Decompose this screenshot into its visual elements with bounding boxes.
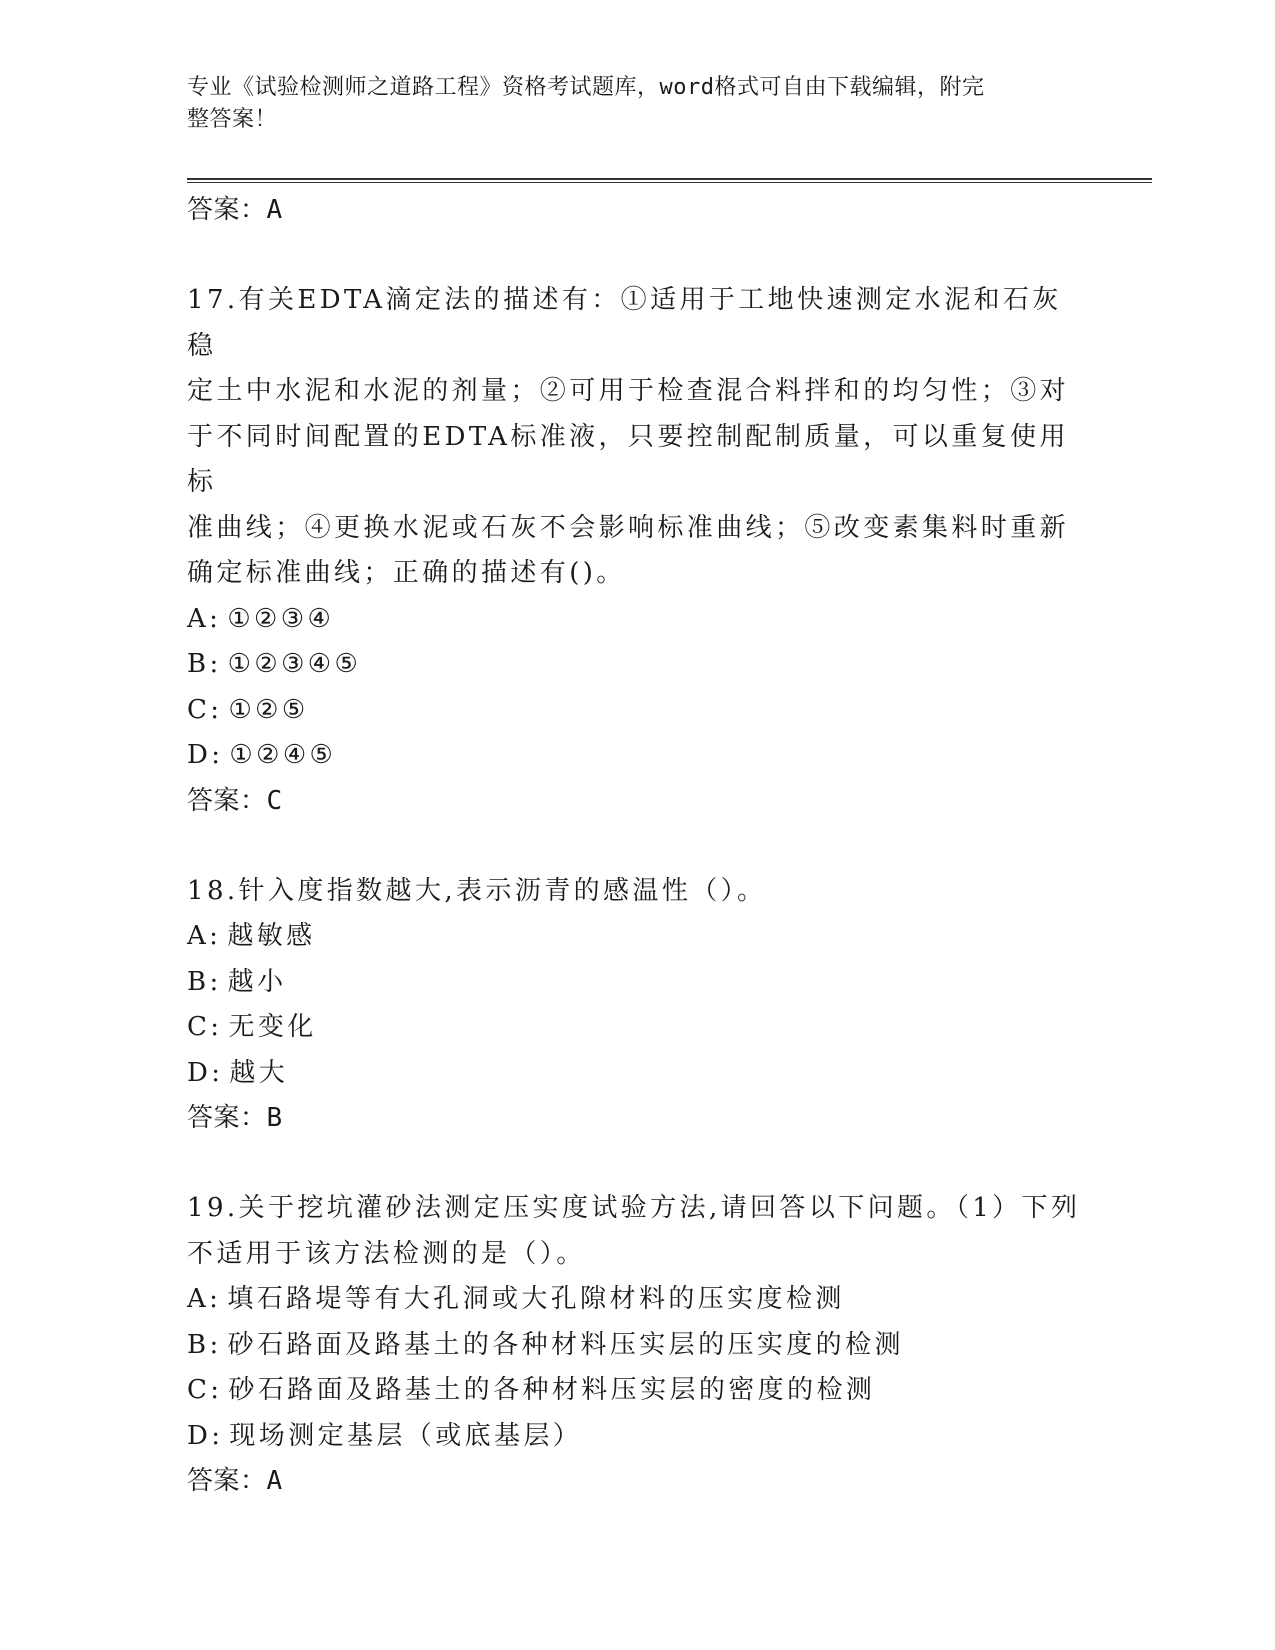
question-block-19 <box>187 1186 1087 1504</box>
option-c <box>187 1005 1087 1051</box>
option-text: 砂石路面及路基土的各种材料压实层的密度的检测 <box>228 1375 876 1405</box>
option-letter: D: <box>187 1057 224 1088</box>
spacer <box>187 1141 1087 1186</box>
option-a <box>187 597 1087 643</box>
option-letter: B: <box>187 649 222 679</box>
answer-line: 答案：C <box>187 785 283 816</box>
question-stem-line: 于不同时间配置的EDTA标准液，只要控制配制质量，可以重复使用标 <box>187 421 1069 497</box>
option-letter: A: <box>187 921 222 951</box>
question-block-17 <box>187 278 1087 824</box>
option-text: 砂石路面及路基土的各种材料压实层的压实度的检测 <box>227 1329 904 1360</box>
option-d <box>187 1051 1087 1097</box>
option-letter: C: <box>187 1012 223 1042</box>
option-d <box>187 733 1087 779</box>
option-a <box>187 914 1087 960</box>
question-stem-line: 确定标准曲线；正确的描述有()。 <box>187 558 626 588</box>
answer-line: 答案：A <box>187 1466 283 1496</box>
option-letter: A: <box>187 603 222 634</box>
question-stem-line: 18.针入度指数越大,表示沥青的感温性（）。 <box>187 875 767 906</box>
option-letter: A: <box>187 1284 222 1314</box>
option-text: ①②⑤ <box>228 694 309 725</box>
spacer <box>187 233 1087 278</box>
question-block-18 <box>187 869 1087 1142</box>
option-c <box>187 688 1087 734</box>
spacer <box>187 824 1087 869</box>
question-stem-line: 17.有关EDTA滴定法的描述有：①适用于工地快速测定水泥和石灰稳 <box>187 285 1062 361</box>
option-text: ①②③④⑤ <box>227 649 362 679</box>
option-b <box>187 1323 1087 1369</box>
option-text: 越大 <box>229 1057 289 1088</box>
option-b <box>187 960 1087 1006</box>
page-header <box>187 72 1067 136</box>
question-stem-line: 准曲线；④更换水泥或石灰不会影响标准曲线；⑤改变素集料时重新 <box>187 512 1070 543</box>
option-letter: D: <box>187 740 224 770</box>
option-letter: D: <box>187 1420 224 1451</box>
option-text: 越敏感 <box>227 921 316 951</box>
header-line-2: 整答案！ <box>187 107 278 132</box>
header-line-1: 专业《试验检测师之道路工程》资格考试题库，word格式可自由下载编辑，附完 <box>187 75 985 100</box>
option-text: 无变化 <box>228 1012 317 1042</box>
option-letter: C: <box>187 694 223 725</box>
question-stem-line: 定土中水泥和水泥的剂量；②可用于检查混合料拌和的均匀性；③对 <box>187 376 1070 406</box>
question-list <box>187 188 1087 1504</box>
option-letter: B: <box>187 966 222 997</box>
option-c <box>187 1368 1087 1414</box>
option-text: 现场测定基层（或底基层） <box>229 1420 583 1451</box>
option-d <box>187 1414 1087 1460</box>
option-letter: C: <box>187 1375 223 1405</box>
question-stem-line: 19.关于挖坑灌砂法测定压实度试验方法,请回答以下问题。（1）下列 <box>187 1193 1081 1223</box>
option-text: 越小 <box>227 966 287 997</box>
question-stem-line: 不适用于该方法检测的是（）。 <box>187 1238 586 1269</box>
option-b <box>187 642 1087 688</box>
answer-line: 答案：A <box>187 195 283 225</box>
header-divider <box>187 178 1152 183</box>
option-a <box>187 1277 1087 1323</box>
option-letter: B: <box>187 1329 222 1360</box>
option-text: ①②③④ <box>227 603 335 634</box>
option-text: 填石路堤等有大孔洞或大孔隙材料的压实度检测 <box>227 1284 845 1314</box>
answer-line: 答案：B <box>187 1103 283 1133</box>
option-text: ①②④⑤ <box>229 740 337 770</box>
